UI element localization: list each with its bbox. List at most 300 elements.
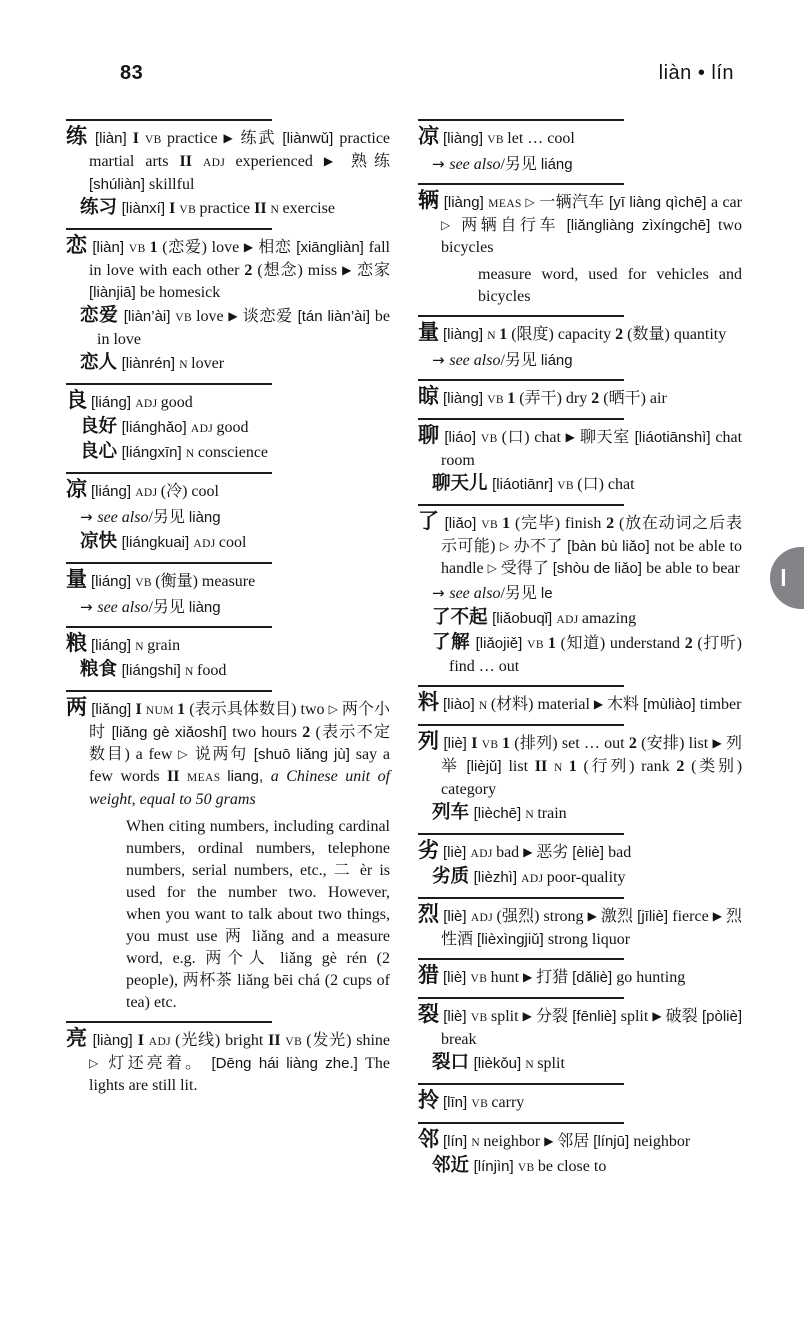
dictionary-entry [66,479,390,504]
example-arrow-icon: ▷ [328,702,342,716]
definition-text: (口) chat [577,476,635,493]
definition-text: 列举 [441,735,743,775]
pinyin-text: [lièkǒu] [473,1055,526,1072]
definition-text: train [537,805,567,822]
pos-label: NUM [145,705,178,717]
definition-text: be close to [537,1158,607,1175]
compound-arrow-icon: ▶ [593,697,607,711]
dictionary-entry [418,190,742,259]
entry-divider [418,504,624,506]
definition-text: chat room [441,429,743,469]
sub-entry [66,198,390,221]
definition-text: good [160,394,193,411]
pinyin-text: [lièzhì] [473,869,522,886]
compound-arrow-icon: ▶ [228,309,243,323]
pinyin-text: liáng [540,352,573,369]
definition-text: love [196,308,229,325]
pinyin-text: [liàng] [92,1032,138,1049]
definition-text: 两个小时 [89,701,391,741]
sub-entry [66,417,390,440]
definition-text: (安排) list [641,735,713,752]
pinyin-text: [dǎliè] [572,969,617,986]
sense-marker: 2 [615,326,628,343]
headword-character: 猎 [418,963,439,987]
example-arrow-icon: ▷ [89,1056,109,1070]
definition-text: 相恋 [258,239,297,256]
pos-label: N [185,448,198,460]
compound-headword: 邻近 [432,1156,474,1176]
pinyin-text: [liàng] [443,390,488,407]
headword-character: 亮 [66,1026,88,1050]
definition-text: fall in love with each other [89,239,390,279]
pinyin-text: liáng [540,156,573,173]
headword-character: 恋 [66,233,88,257]
definition-text: /另见 [500,585,541,602]
definition-text: (弄干) dry [519,390,592,407]
definition-text: experienced [235,153,324,170]
sense-marker: 2 [591,390,604,407]
pinyin-text: [xiāngliàn] [296,239,369,256]
see-also-arrow-icon: → [432,584,450,602]
compound-headword: 恋爱 [80,306,124,326]
pinyin-text: [liànrén] [121,355,180,372]
headword-character: 裂 [418,1002,440,1026]
section-thumb-tab [770,547,804,609]
sense-marker: 2 [684,635,698,652]
sense-marker: 1 [177,701,190,718]
dictionary-entry [418,322,742,347]
compound-headword: 凉快 [80,532,122,552]
headword-character: 量 [66,567,87,591]
compound-headword: 良心 [80,442,122,462]
compound-arrow-icon: ▶ [523,845,537,859]
dictionary-entry [66,1028,390,1097]
pos-label: VB [285,1036,307,1048]
usage-note [478,264,742,308]
pinyin-text: [liànjiā] [89,284,140,301]
example-arrow-icon: ▷ [487,561,501,575]
entry-divider [418,119,624,121]
pinyin-text: [liángkuai] [121,534,194,551]
sense-marker: 2 [302,724,316,741]
dictionary-entry [418,1129,742,1154]
definition-text: break [441,1031,477,1048]
pos-label: N [471,1137,484,1149]
pos-label: ADJ [193,538,219,550]
compound-headword: 劣质 [432,867,474,887]
definition-text: 木料 [606,696,643,713]
entry-divider [418,183,624,185]
pinyin-text: [liào] [443,696,479,713]
compound-headword: 聊天儿 [432,474,493,494]
compound-headword: 了解 [432,633,476,653]
headword-character: 良 [66,388,87,412]
entry-divider [66,383,272,385]
definition-text: 灯还亮着。 [108,1055,212,1072]
compound-arrow-icon: ▶ [523,970,537,984]
definition-text: (排列) set … out [514,735,629,752]
dictionary-entry [418,425,742,472]
pinyin-text: [fēnliè] [572,1008,621,1025]
definition-text: 烈性酒 [441,908,743,948]
pos-label: VB [481,519,503,531]
dictionary-column-right [418,112,742,1181]
pinyin-text: [liáotiānr] [492,476,558,493]
sub-entry [418,474,742,497]
pinyin-text: [liáng] [91,394,136,411]
page-number: 83 [120,62,144,84]
definition-text: split [491,1008,523,1025]
headword-character: 邻 [418,1127,439,1151]
definition-text: amazing [581,610,637,627]
pos-label: VB [135,577,156,589]
pos-label: VB [128,243,150,255]
definition-text: The lights are still lit. [89,1055,390,1094]
definition-text: 破裂 [665,1008,702,1025]
definition-text: (想念) miss [257,262,343,279]
pos-label: N [525,1059,538,1071]
definition-text: 练武 [240,130,283,147]
sense-marker: II [534,758,554,775]
pinyin-text: [liàng] [443,130,488,147]
headword-character: 凉 [418,124,439,148]
sub-entry [418,1053,742,1076]
definition-text: practice martial arts [89,130,391,170]
pinyin-text: [liǎng] [91,701,136,718]
headword-character: 凉 [66,477,87,501]
entry-divider [418,379,624,381]
example-arrow-icon: ▷ [178,747,195,761]
sense-marker: I [132,130,145,147]
headword-character: 晾 [418,384,439,408]
headword-character: 聊 [418,423,440,447]
see-also-crossref [418,582,742,605]
compound-arrow-icon: ▶ [323,154,351,168]
sub-entry [418,633,742,678]
pinyin-text: [liè] [443,969,471,986]
definition-text: split [537,1055,565,1072]
see-also-arrow-icon: → [432,155,450,173]
sense-marker: II [179,153,203,170]
compound-arrow-icon: ▶ [342,263,358,277]
pos-label: VB [557,480,578,492]
definition-text: split [620,1008,653,1025]
entry-divider [66,119,272,121]
sub-entry [418,867,742,890]
sub-entry [418,803,742,826]
dictionary-entry [418,840,742,865]
pos-label: ADJ [135,487,161,499]
definition-text: neighbor [483,1133,545,1150]
compound-arrow-icon: ▶ [565,430,580,444]
sub-entry [66,532,390,555]
sense-marker: I [135,701,146,718]
headword-character: 两 [66,695,88,719]
pos-label: N [478,700,491,712]
dictionary-entry [418,904,742,951]
sense-marker: 1 [568,758,584,775]
definition-text: a car [711,194,742,211]
sense-marker: II [167,768,187,785]
sense-marker: II [268,1032,286,1049]
definition-text: two hours [232,724,303,741]
compound-arrow-icon: ▶ [522,1009,536,1023]
pinyin-text: [lièxìngjiǔ] [477,931,548,948]
pinyin-text: [shúliàn] [89,176,150,193]
compound-arrow-icon: ▶ [652,1009,666,1023]
definition-text: /另见 [148,599,189,616]
italic-text: see also [449,352,501,369]
example-arrow-icon: ▷ [525,195,540,209]
entry-divider [418,315,624,317]
pinyin-text: [liǎojiě] [475,635,528,652]
headword-character: 量 [418,320,439,344]
compound-headword: 粮食 [80,660,122,680]
definition-text: 邻居 [557,1133,594,1150]
pinyin-text: [mùliào] [642,696,700,713]
dictionary-entry [418,1004,742,1051]
pos-label: VB [480,433,502,445]
pinyin-text: [pòliè] [701,1008,742,1025]
pos-label: MEAS [488,198,526,210]
pinyin-text: [liáng] [91,483,136,500]
definition-text: 打猎 [536,969,573,986]
definition-text: (晒干) air [603,390,667,407]
definition-text: 聊天室 [579,429,635,446]
dictionary-entry [418,511,742,580]
italic-text: see also [97,599,149,616]
dictionary-entry [418,692,742,717]
definition-text: (表示具体数目) two [189,701,329,718]
definition-text: go hunting [616,969,686,986]
pinyin-text: [liàn] [94,130,133,147]
pinyin-text: [liáotiānshì] [634,429,716,446]
pinyin-text: [liàn’ài] [123,308,176,325]
pinyin-text: [liè] [443,908,471,925]
entry-divider [418,1122,624,1124]
definition-text: 分裂 [535,1008,573,1025]
pos-label: VB [487,394,508,406]
dictionary-entry [418,1090,742,1115]
definition-text: be homesick [139,284,221,301]
definition-text: (知道) understand [560,635,685,652]
pos-label: VB [470,973,491,985]
entry-divider [418,997,624,999]
definition-text: 两辆自行车 [461,217,567,234]
definition-text: /另见 [500,352,541,369]
pos-label: ADJ [470,848,497,860]
pinyin-text: [lín] [443,1133,472,1150]
entry-divider [418,724,624,726]
pos-label: ADJ [202,157,236,169]
headword-character: 粮 [66,631,87,655]
sense-marker: 2 [628,735,642,752]
definition-text: grain [147,637,181,654]
definition-text: timber [699,696,742,713]
definition-text: let … cool [507,130,575,147]
usage-note [126,816,390,1014]
sub-entry [66,660,390,683]
definition-text: lover [191,355,225,372]
see-also-crossref [418,349,742,372]
pos-label: ADJ [556,614,582,626]
sense-marker: 2 [676,758,692,775]
definition-text: be able to bear [646,560,740,577]
headword-character: 练 [66,124,89,148]
pos-label: VB [517,1162,538,1174]
dictionary-entry [418,965,742,990]
compound-headword: 练习 [80,198,122,218]
dictionary-page-body [66,112,742,1181]
definition-text: be in love [97,308,390,348]
dictionary-entry [66,633,390,658]
definition-text: (类别) category [441,758,743,798]
compound-arrow-icon: ▶ [544,1134,558,1148]
definition-text: good [216,419,249,436]
definition-text: conscience [197,444,269,461]
pos-label: ADJ [470,912,497,924]
pinyin-text: [liáng] [91,573,136,590]
pinyin-text: liàng [188,599,221,616]
headword-character: 劣 [418,838,439,862]
pinyin-text: [lièchē] [473,805,526,822]
pinyin-text: [Dēng hái liàng zhe.] [211,1055,366,1072]
definition-text: /另见 [148,509,189,526]
definition-text: (冷) cool [160,483,219,500]
definition-text: bad [608,844,632,861]
pos-label: VB [471,1098,492,1110]
definition-text: /另见 [500,156,541,173]
pos-label: ADJ [190,423,217,435]
example-arrow-icon: ▷ [441,218,462,232]
pinyin-text: [liáo] [444,429,481,446]
pinyin-text: [shuō liǎng jù] [253,746,356,763]
definition-text: food [197,662,227,679]
sub-entry [66,442,390,465]
sense-marker: 1 [149,239,163,256]
pos-label: VB [175,312,197,324]
sense-marker: I [137,1032,149,1049]
definition-text: (恋爱) love [162,239,244,256]
sense-marker: 2 [244,262,258,279]
compound-headword: 良好 [80,417,122,437]
pinyin-text: [liàng] [443,194,489,211]
definition-text: (口) chat [501,429,566,446]
headword-character: 料 [418,690,439,714]
pinyin-text: [jīliè] [637,908,673,925]
compound-headword: 了不起 [432,608,493,628]
definition-text: practice [166,130,224,147]
guide-words: liàn • lín [658,62,734,84]
sense-marker: II [254,200,271,217]
pos-label: VB [527,639,548,651]
entry-divider [418,958,624,960]
definition-text: (强烈) strong [496,908,588,925]
compound-arrow-icon: ▶ [243,240,259,254]
headword-character: 拎 [418,1088,439,1112]
sense-marker: I [169,200,180,217]
definition-text: 恶劣 [536,844,573,861]
pos-label: ADJ [148,1036,176,1048]
entry-divider [66,472,272,474]
pinyin-text: liang, [227,768,271,785]
definition-text: 办不了 [513,538,568,555]
pinyin-text: [liǎngliàng zìxíngchē] [566,217,718,234]
definition-text: say a few words [89,746,390,785]
pinyin-text: [liànxí] [121,200,170,217]
definition-text: bad [496,844,524,861]
pinyin-text: [liángxīn] [121,444,186,461]
definition-text: When citing numbers, including cardinal numbers, ordinal numbers, telephone numbers, serial numbers, etc., 二 èr is used for the number two. However, when you want to talk about two things, you must use 两 liǎng and a measure word, e.g. 两个人 liǎng gè rén (2 people), 两杯茶 liǎng bēi chá (2 cups of tea) etc. [126,818,390,1011]
definition-text: not be able to handle [441,538,742,577]
pinyin-text: [yī liàng qìchē] [609,194,711,211]
definition-text: poor-quality [546,869,626,886]
pinyin-text: [liǎobuqǐ] [492,610,557,627]
definition-text: neighbor [633,1133,691,1150]
definition-text: (光线) bright [175,1032,269,1049]
pos-label: VB [179,204,200,216]
definition-text: 恋家 [357,262,390,279]
headword-character: 烈 [418,902,440,926]
dictionary-entry [66,390,390,415]
pos-label: N [487,330,500,342]
pinyin-text: [shòu de liǎo] [552,560,647,577]
pinyin-text: le [540,585,553,602]
pos-label: N [185,666,197,678]
see-also-crossref [66,506,390,529]
pos-label: VB [487,134,508,146]
sense-marker: 1 [499,326,512,343]
definition-text: 受得了 [500,560,553,577]
pinyin-text: [liǎng gè xiǎoshí] [111,724,233,741]
definition-text: (放在动词之后表示可能) [441,515,742,555]
pos-label: N [270,204,283,216]
dictionary-entry [66,235,390,304]
pos-label: VB [470,1012,491,1024]
compound-arrow-icon: ▶ [587,909,601,923]
entry-divider [66,1021,272,1023]
entry-divider [66,626,272,628]
definition-text: hunt [490,969,524,986]
sense-marker: 1 [502,515,515,532]
pinyin-text: [liàng] [443,326,488,343]
definition-text: (打听) find … out [449,635,742,675]
entry-divider [418,1083,624,1085]
definition-text: carry [491,1094,525,1111]
definition-text: 激烈 [600,908,638,925]
see-also-arrow-icon: → [80,508,98,526]
definition-text: (材料) material [490,696,594,713]
pinyin-text: [lièjǔ] [466,758,509,775]
pinyin-text: [tán liàn’ài] [297,308,375,325]
sense-marker: 1 [547,635,561,652]
sub-entry [66,306,390,351]
definition-text: 说两句 [194,746,254,763]
definition-text: list [508,758,535,775]
pinyin-text: [liànwǔ] [282,130,340,147]
pinyin-text: [èliè] [572,844,609,861]
headword-character: 了 [418,509,440,533]
definition-text: 谈恋爱 [242,308,298,325]
pinyin-text: [bàn bù liǎo] [567,538,655,555]
pos-label: VB [144,134,167,146]
definition-text: (行列) rank [583,758,677,775]
example-arrow-icon: ▷ [499,539,514,553]
pos-label: MEAS [186,772,228,784]
dictionary-entry [418,386,742,411]
see-also-crossref [66,596,390,619]
sense-marker: 1 [507,390,520,407]
